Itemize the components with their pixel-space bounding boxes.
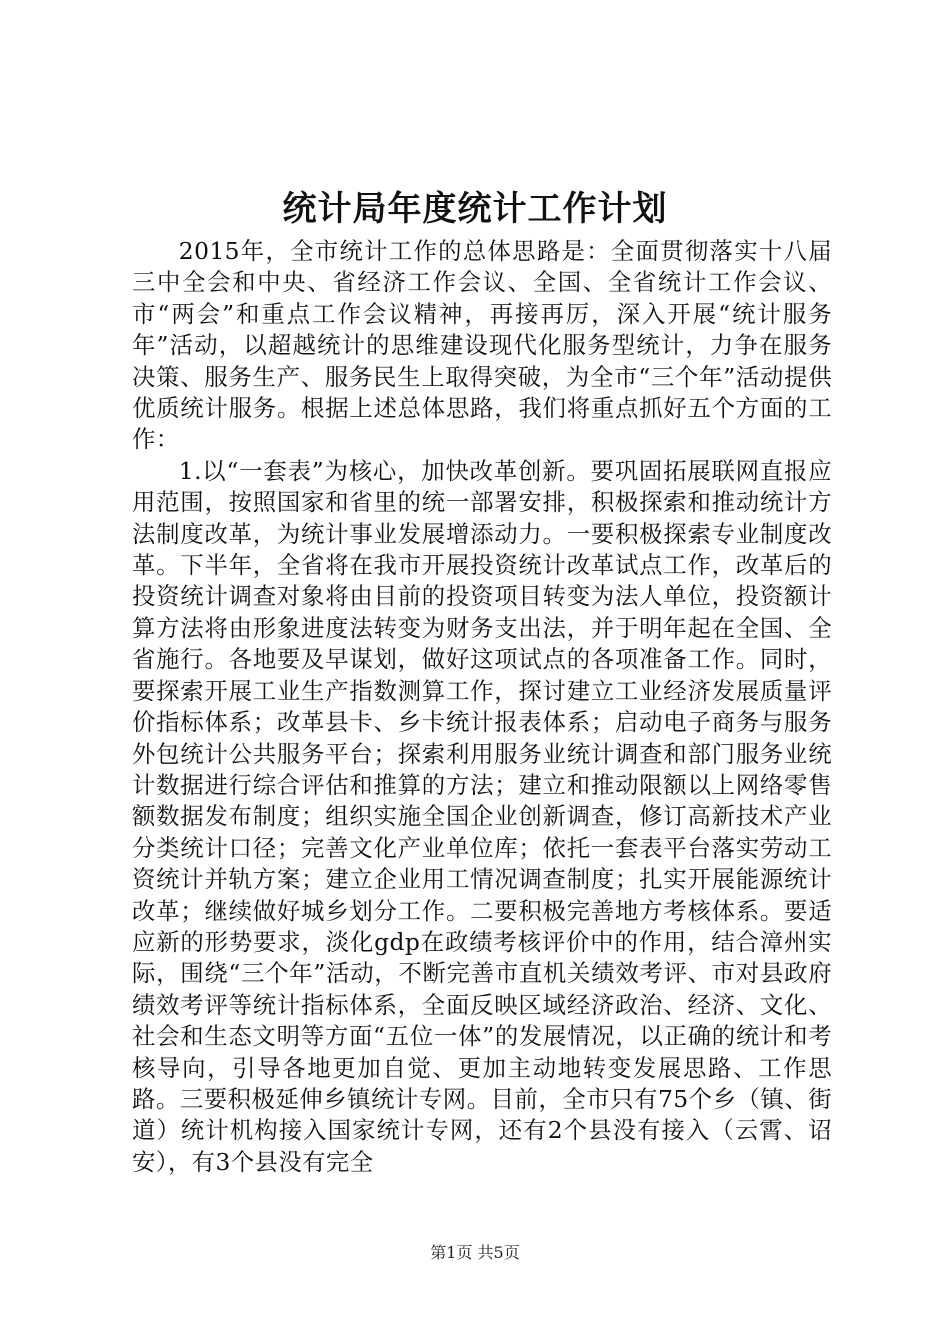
document-body bbox=[132, 236, 832, 1178]
page-number-footer: 第1页 共5页 bbox=[430, 1243, 520, 1262]
section-1-paragraph: 1.以“一套表”为核心，加快改革创新。要巩固拓展联网直报应用范围，按照国家和省里的统一部署安排，积极探索和推动统计方法制度改革，为统计事业发展增添动力。一要积极探索专业制度改革。下半年，全省将在我市开展投资统计改革试点工作，改革后的投资统计调查对象将由目前的投资项目转变为法人单位，投资额计算方法将由形象进度法转变为财务支出法，并于明年起在全国、全省施行。各地要及早谋划，做好这项试点的各项准备工作。同时，要探索开展工业生产指数测算工作，探讨建立工业经济发展质量评价指标体系；改革县卡、乡卡统计报表体系；启动电子商务与服务外包统计公共服务平台；探索利用服务业统计调查和部门服务业统计数据进行综合评估和推算的方法；建立和推动限额以上网络零售额数据发布制度；组织实施全国企业创新调查，修订高新技术产业分类统计口径；完善文化产业单位库；依托一套表平台落实劳动工资统计并轨方案；建立企业用工情况调查制度；扎实开展能源统计改革；继续做好城乡划分工作。二要积极完善地方考核体系。要适应新的形势要求，淡化gdp在政绩考核评价中的作用，结合漳州实际，围绕“三个年”活动，不断完善市直机关绩效考评、市对县政府绩效考评等统计指标体系，全面反映区域经济政治、经济、文化、社会和生态文明等方面“五位一体”的发展情况，以正确的统计和考核导向，引导各地更加自觉、更加主动地转变发展思路、工作思路。三要积极延伸乡镇统计专网。目前，全市只有75个乡（镇、街道）统计机构接入国家统计专网，还有2个县没有接入（云霄、诏安），有3个县没有完全 bbox=[132, 456, 832, 1176]
intro-paragraph: 2015年，全市统计工作的总体思路是：全面贯彻落实十八届三中全会和中央、省经济工作会议、全国、全省统计工作会议、市“两会”和重点工作会议精神，再接再厉，深入开展“统计服务年”活动，以超越统计的思维建设现代化服务型统计，力争在服务决策、服务生产、服务民生上取得突破，为全市“三个年”活动提供优质统计服务。根据上述总体思路，我们将重点抓好五个方面的工作： bbox=[132, 237, 832, 454]
document-title: 统计局年度统计工作计划 bbox=[282, 189, 668, 229]
